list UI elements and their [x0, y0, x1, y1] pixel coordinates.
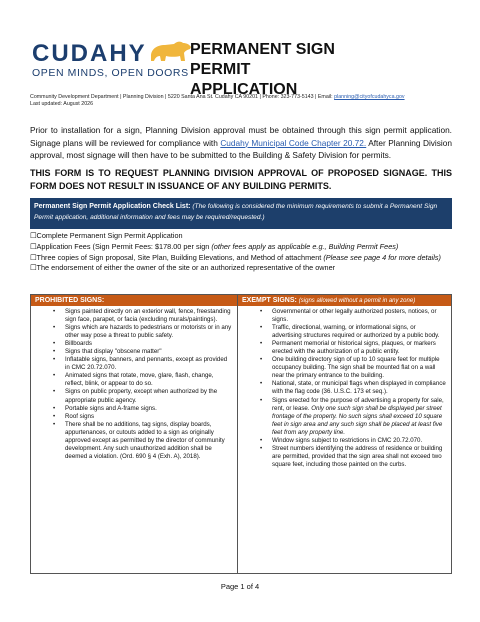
list-item — [238, 356, 447, 380]
logo-wordmark: CUDAHY — [32, 40, 147, 67]
signs-table — [30, 294, 452, 574]
form-notice: THIS FORM IS TO REQUEST PLANNING DIVISION APPROVAL OF PROPOSED SIGNAGE. THIS FORM DOES NOT RESULT IN ISSUANCE OF ANY BUILDING PERMITS. — [30, 168, 452, 191]
list-item: • Signs painted directly on an exterior wall, fence, freestanding sign face, parapet, or facia (excluding murals/paintings). — [31, 308, 233, 324]
list-item: • There shall be no additions, tag signs, display boards, appurtenances, or cutouts added to a sign as originally approved except as permitted by the director of community development. Any such unauthorized addition shall be deemed a violation. (Ord. 690 § 4 (Exh. A), 2018). — [31, 421, 233, 461]
municipal-code-link[interactable]: Cudahy Municipal Code Chapter 20.72. — [220, 137, 367, 148]
prohibited-signs-list — [31, 306, 237, 461]
list-item — [238, 380, 447, 396]
checklist-item-text: Three copies of Sign proposal, Site Plan, Building Elevations, and Method of attachment — [36, 252, 324, 262]
bear-icon — [148, 39, 194, 65]
list-item-text: Traffic, directional, warning, or informational signs, or advertising structures required or authorized by a public body. — [272, 324, 440, 340]
checklist-item[interactable] — [30, 263, 460, 274]
list-item-text: Permanent memorial or historical signs, plaques, or markers erected with the authorization of a public entity. — [272, 340, 436, 356]
checkbox-icon[interactable]: ☐ — [30, 241, 37, 251]
list-item — [238, 340, 447, 356]
checklist-item[interactable] — [30, 253, 460, 264]
intro-text: Prior to installation for a sign, Planning Division approval must be obtained through this sign permit application. Signage plans will be reviewed for compliance with — [30, 125, 452, 148]
contact-info — [30, 94, 460, 108]
prohibited-heading-text: PROHIBITED SIGNS: — [35, 297, 105, 304]
exempt-signs-column — [238, 295, 451, 573]
checklist-title: Permanent Sign Permit Application Check List: — [34, 203, 191, 210]
list-item — [238, 308, 447, 324]
intro-text-continued: After Planning Division approval, most signage will then have to be submitted to the Building & Safety Division for permits. — [30, 137, 452, 160]
list-item-text: One building directory sign of up to 10 square feet for multiple occupancy building. The sign shall be mounted flat on a wall near the primary entrance to the building. — [272, 356, 440, 380]
list-item: • Animated signs that rotate, move, glare, flash, change, reflect, blink, or appear to do so. — [31, 372, 233, 388]
exempt-signs-heading — [238, 295, 451, 306]
checklist-header — [30, 198, 452, 229]
list-item: • Roof signs — [31, 413, 233, 421]
exempt-heading-note: (signs allowed without a permit in any zone) — [298, 298, 416, 304]
checkbox-icon[interactable]: ☐ — [30, 231, 37, 240]
checklist-item[interactable] — [30, 231, 460, 242]
prohibited-signs-heading — [31, 295, 237, 306]
checklist — [30, 231, 460, 274]
exempt-heading-text: EXEMPT SIGNS: — [242, 297, 297, 304]
list-item-text: Governmental or other legally authorized posters, notices, or signs. — [272, 308, 437, 324]
checkbox-icon[interactable]: ☐ — [30, 263, 37, 273]
prohibited-signs-column — [31, 295, 238, 573]
checklist-item-text: Complete Permanent Sign Permit Application — [36, 231, 183, 240]
cudahy-logo — [30, 38, 190, 84]
intro-paragraph — [30, 124, 452, 162]
email-link[interactable]: planning@cityofcudahyca.gov — [334, 94, 405, 100]
list-item — [238, 397, 447, 437]
list-item — [238, 437, 447, 445]
exempt-signs-list — [238, 306, 451, 469]
list-item-text: Street numbers identifying the address of residence or building are permitted, provided that the sign area shall not exceed two square feet, including those painted on the curbs. — [272, 444, 443, 468]
list-item: • Inflatable signs, banners, and pennants, except as provided in CMC 20.72.070. — [31, 356, 233, 372]
list-item: • Signs that display "obscene matter" — [31, 348, 233, 356]
list-item — [238, 445, 447, 469]
logo-tagline: OPEN MINDS, OPEN DOORS — [32, 67, 189, 79]
checklist-item-note: (Please see page 4 for more details) — [323, 252, 441, 262]
list-item: • Billboards — [31, 340, 233, 348]
checkbox-icon[interactable]: ☐ — [30, 252, 37, 262]
list-item: • Signs which are hazards to pedestrians or motorists or in any other way pose a threat to public safety. — [31, 324, 233, 340]
checklist-note: (The following is considered the minimum requirements to submit a Permanent Sign Permit application, additional information and fees may be required/requested.) — [34, 203, 438, 221]
list-item-text: National, state, or municipal flags when displayed in compliance with the flag code (36. U.S.C. 173 et seq.). — [272, 380, 446, 396]
checklist-item[interactable] — [30, 242, 460, 253]
page-title: PERMANENT SIGN PERMIT APPLICATION — [190, 41, 335, 98]
contact-line: Community Development Department | Planning Division | 5220 Santa Ana St. Cudahy CA 90201 | Phone: 323-773-5143 | Email: — [30, 94, 335, 100]
list-item — [238, 324, 447, 340]
list-item-text: Window signs subject to restrictions in CMC 20.72.070. — [272, 436, 423, 444]
checklist-item-text: Application Fees (Sign Permit Fees: $178.00 per sign — [36, 241, 212, 251]
last-updated: Last updated: August 2026 — [30, 101, 94, 107]
list-item: • Signs on public property, except when authorized by the appropriate public agency. — [31, 388, 233, 404]
page-number: Page 1 of 4 — [220, 582, 260, 591]
checklist-item-note: (other fees apply as applicable e.g., Building Permit Fees) — [211, 241, 399, 251]
checklist-item-text: The endorsement of either the owner of the site or an authorized representative of the owner — [36, 263, 336, 273]
list-item: • Portable signs and A-frame signs. — [31, 405, 233, 413]
list-item-note: Only one such sign shall be displayed per street frontage of the property. No such signs shall exceed 10 square feet in sign area and any such sign shall be placed at least five feet from any property line. — [272, 404, 443, 436]
list-item-text: Signs erected for the purpose of advertising a property for sale, rent, or lease. — [272, 396, 444, 412]
